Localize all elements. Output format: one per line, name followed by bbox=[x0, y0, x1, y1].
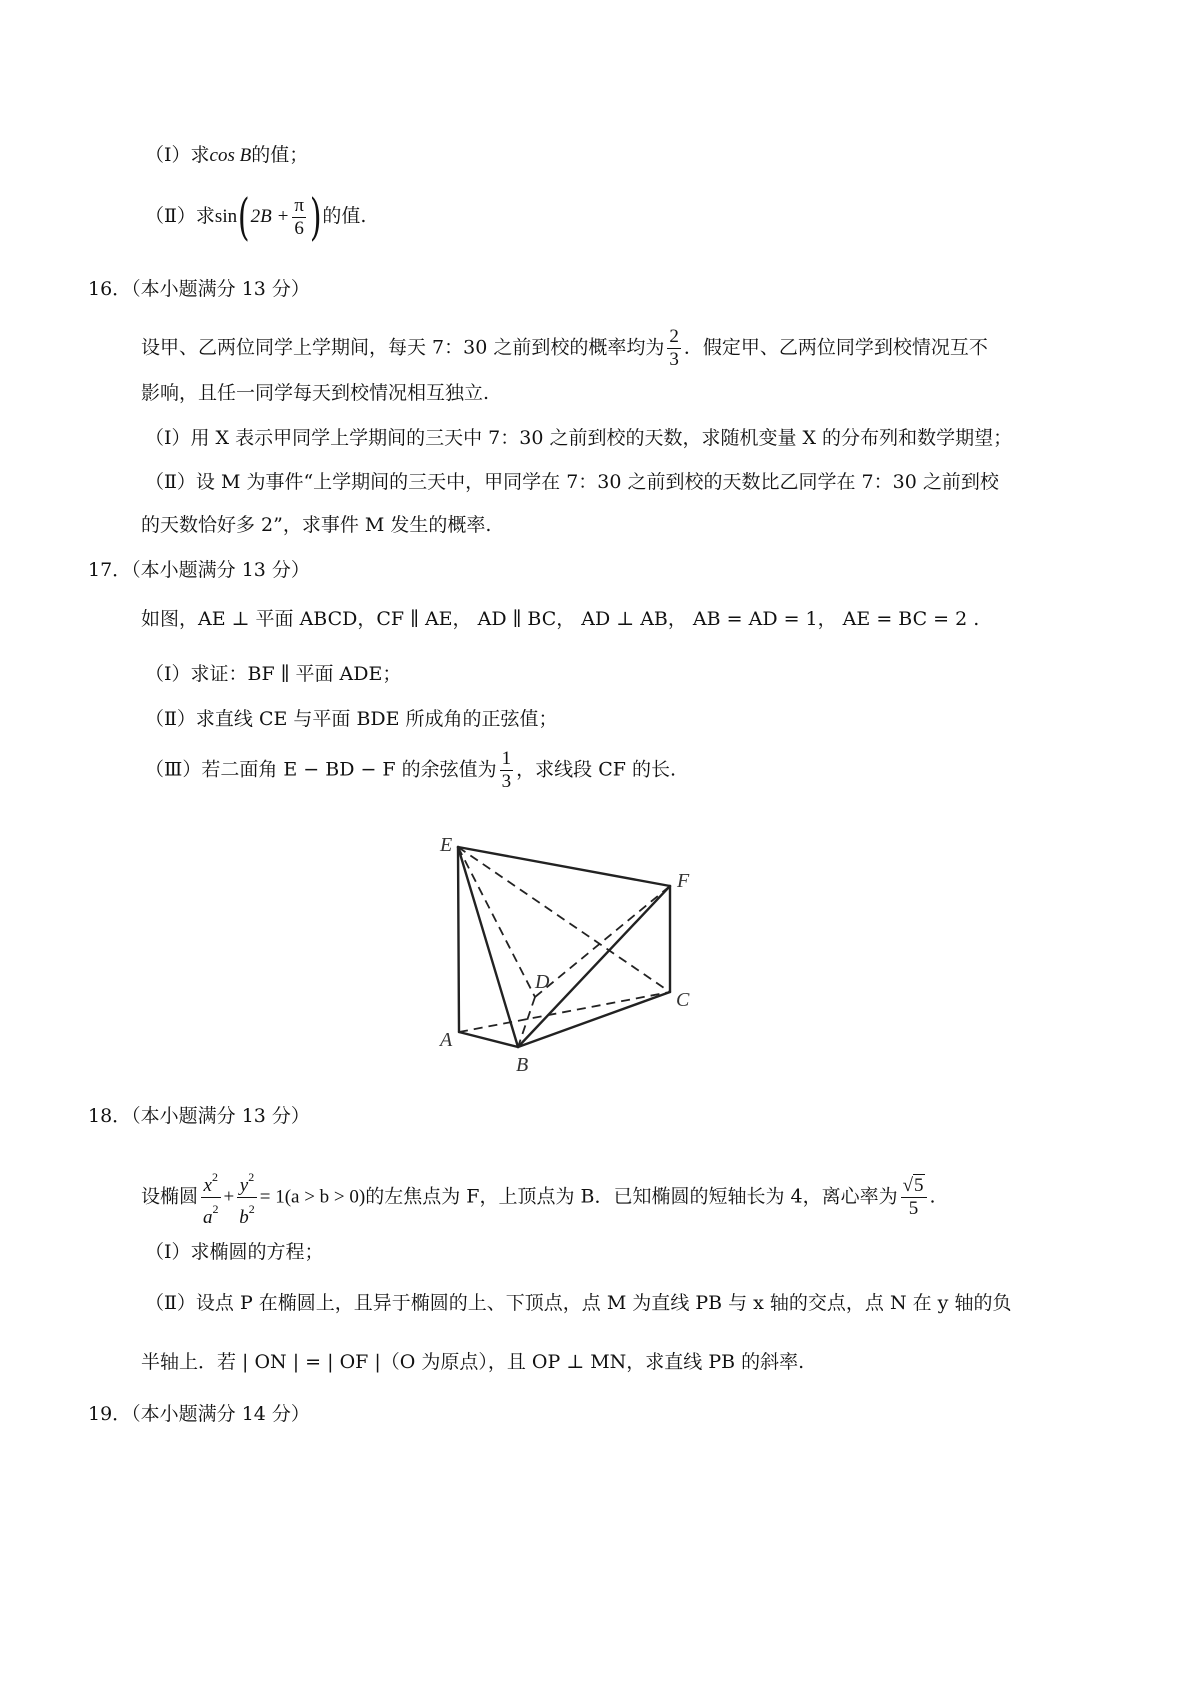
left-paren-icon: ( bbox=[238, 188, 250, 246]
q18-x: x bbox=[203, 1175, 212, 1196]
q15-six: 6 bbox=[294, 217, 304, 239]
q18-intro: 设椭圆 $\frac{x^2}{a^2}$ + $\frac{y^2}{b^2}$ = 1(a > b > 0)的左焦点为 F，上顶点为 B．已知椭圆的短轴长为 4，离心率为 $\frac{√5}{5}$ . bbox=[141, 1166, 936, 1229]
q16-frac-den: 3 bbox=[669, 349, 679, 370]
edge-AB bbox=[459, 1032, 518, 1047]
q17-intro: 如图，AE ⊥ 平面 ABCD，CF ∥ AE， AD ∥ BC， AD ⊥ AB， AB = AD = 1， AE = BC = 2 . bbox=[141, 608, 980, 630]
q15-pi-over-6 bbox=[292, 195, 306, 240]
q17-part2: （Ⅱ）求直线 CE 与平面 BDE 所成角的正弦值； bbox=[145, 708, 558, 730]
q18-intro-b: 的左焦点为 F，上顶点为 B．已知椭圆的短轴长为 4，离心率为 bbox=[365, 1185, 898, 1208]
q18-ecc-den: 5 bbox=[908, 1198, 919, 1219]
q18-intro-a: 设椭圆 bbox=[141, 1185, 199, 1208]
q15-part2-prefix: （Ⅱ）求 bbox=[145, 205, 215, 227]
q18-part1: （Ⅰ）求椭圆的方程； bbox=[145, 1241, 324, 1263]
q17-part3-prefix: （Ⅲ）若二面角 E − BD − F 的余弦值为 bbox=[145, 758, 497, 781]
q18-equation-tail: = 1(a > b > 0) bbox=[259, 1186, 366, 1208]
label-A: A bbox=[440, 1029, 453, 1051]
q18-y2-over-b2: $\frac{y^2}{b^2}$ bbox=[237, 1166, 257, 1229]
q16-header: 16．（本小题满分 13 分） bbox=[88, 278, 310, 300]
q18-a: a bbox=[203, 1207, 213, 1228]
geometry-figure bbox=[430, 825, 710, 1080]
q17-frac-den: 3 bbox=[501, 771, 512, 792]
q16-part2-line2: 的天数恰好多 2”，求事件 M 发生的概率. bbox=[141, 514, 492, 536]
label-C: C bbox=[676, 989, 690, 1011]
edge-EF bbox=[458, 847, 670, 886]
q17-frac-num: 1 bbox=[501, 748, 512, 769]
q17-part3 bbox=[145, 748, 676, 793]
q18-header: 18．（本小题满分 13 分） bbox=[88, 1105, 310, 1127]
label-B: B bbox=[516, 1054, 529, 1076]
q16-intro-line1 bbox=[141, 326, 988, 371]
edge-FB bbox=[518, 886, 670, 1047]
label-E: E bbox=[440, 834, 453, 856]
q19-header: 19．（本小题满分 14 分） bbox=[88, 1403, 310, 1425]
q15-part1-prefix: （Ⅰ）求 bbox=[145, 144, 210, 166]
q16-part2-line1: （Ⅱ）设 M 为事件“上学期间的三天中，甲同学在 7：30 之前到校的天数比乙同学在 7：30 之前到校 bbox=[145, 471, 999, 493]
q15-part2-sin: sin bbox=[214, 206, 238, 227]
edge-BC bbox=[518, 992, 670, 1047]
q18-ecc-radicand: 5 bbox=[914, 1175, 924, 1196]
label-D: D bbox=[535, 971, 550, 993]
edge-DF-dashed bbox=[535, 886, 670, 997]
q18-y: y bbox=[239, 1175, 249, 1196]
q15-part1-suffix: 的值； bbox=[251, 144, 309, 166]
right-paren-icon: ) bbox=[309, 188, 322, 246]
q18-x2-over-a2: $\frac{x^2}{a^2}$ bbox=[201, 1166, 221, 1229]
q16-frac-num: 2 bbox=[669, 326, 679, 347]
q15-part2 bbox=[145, 188, 367, 246]
q18-eccentricity bbox=[901, 1175, 927, 1220]
edge-EA bbox=[458, 847, 459, 1032]
q17-part3-suffix: ，求线段 CF 的长. bbox=[516, 758, 676, 781]
q15-part1 bbox=[145, 142, 308, 169]
q16-intro-a: 设甲、乙两位同学上学期间，每天 7：30 之前到校的概率均为 bbox=[141, 336, 665, 359]
q15-part2-suffix: 的值. bbox=[322, 205, 367, 227]
q15-part1-math: cos B bbox=[209, 145, 252, 166]
q16-part1: （Ⅰ）用 X 表示甲同学上学期间的三天中 7：30 之前到校的天数，求随机变量 X 的分布列和数学期望； bbox=[145, 427, 1013, 449]
q18-b: b bbox=[239, 1207, 249, 1228]
q17-header: 17．（本小题满分 13 分） bbox=[88, 559, 310, 581]
q18-part2-line1: （Ⅱ）设点 P 在椭圆上，且异于椭圆的上、下顶点，点 M 为直线 PB 与 x 轴的交点，点 N 在 y 轴的负 bbox=[145, 1292, 1012, 1314]
q18-part2-line2: 半轴上．若 | ON | = | OF |（O 为原点），且 OP ⊥ MN，求直线 PB 的斜率. bbox=[141, 1351, 805, 1373]
q16-intro-b: ．假定甲、乙两位同学到校情况互不 bbox=[683, 336, 988, 359]
q16-intro-line2: 影响，且任一同学每天到校情况相互独立. bbox=[141, 382, 490, 404]
sqrt-icon: √ bbox=[902, 1175, 914, 1196]
q17-part1: （Ⅰ）求证：BF ∥ 平面 ADE； bbox=[145, 663, 402, 685]
q17-fraction bbox=[500, 748, 514, 793]
q15-pi: π bbox=[294, 194, 304, 216]
q16-fraction bbox=[667, 326, 681, 371]
label-F: F bbox=[677, 870, 690, 892]
q15-part2-arg: 2B + bbox=[250, 206, 290, 227]
